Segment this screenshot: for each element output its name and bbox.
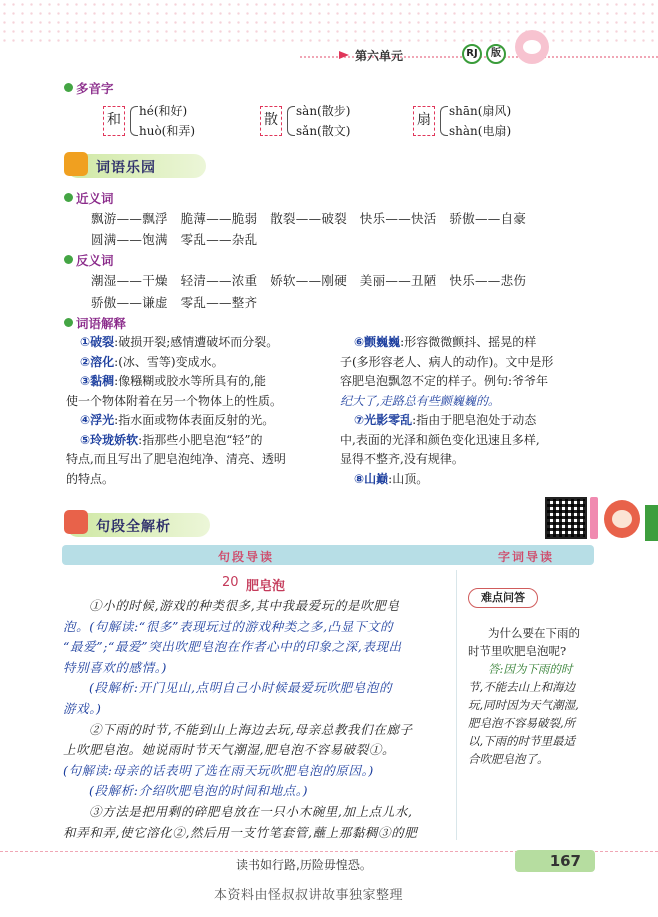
antonyms-heading: 反义词 [64,251,114,269]
explain-line [340,372,598,392]
lesson-line: (句解读:母亲的话表明了选在雨天玩吹肥皂泡的原因。) [63,762,374,778]
explain-text: :指水面或物体表面反射的光。 [114,413,275,427]
explain-text: 的特点。 [66,471,115,486]
explain-text: 容肥皂泡飘忽不定的样子。例句:爷爷年 [340,374,549,388]
explain-term: ③黏稠 [80,374,115,388]
explain-line [340,353,598,373]
explain-text: :破损开裂;感情遭破坏而分裂。 [114,335,279,349]
polyphone-char-1: 和 [103,106,125,136]
lesson-line: ②下雨的时节,不能到山上海边去玩,母亲总教我们在廊子 [89,721,413,737]
qr-code[interactable] [545,497,587,539]
side-line: 节,不能去山上和海边 [468,680,576,694]
lesson-line: 游戏。) [63,701,102,716]
explain-left-column [66,333,334,489]
lesson-line: 上吹肥皂泡。她说雨时节天气潮湿,肥皂泡不容易破裂①。 [63,742,396,758]
brace [440,106,448,136]
lesson-line: 和弄和弄,使它溶化②,然后用一支竹笔套管,蘸上那黏稠③的肥 [63,824,418,840]
page-number: 167 [515,850,595,872]
reading: sǎn(散文) [296,124,351,138]
side-line: 合吹肥皂泡了。 [468,752,549,766]
mascot-icon [604,500,640,538]
explain-term: ⑧山巅 [354,471,389,486]
reading: shàn(电扇) [449,124,512,138]
analysis-banner-title: 句段全解析 [96,519,171,535]
header-pattern [0,0,658,44]
side-line: 时节里吹肥皂泡呢? [468,644,567,658]
explain-line [340,470,598,490]
explain-text: :山顶。 [388,471,429,486]
side-line: 答:因为下雨的时 [488,662,573,676]
explain-line [66,450,334,470]
explain-text: :像糨糊或胶水等所具有的,能 [114,374,267,388]
reading: huò(和弄) [139,124,196,138]
explain-text: :指由于肥皂泡处于动态 [412,413,537,427]
side-tab [645,505,658,541]
vocab-banner-title: 词语乐园 [96,160,156,176]
side-tag: 难点问答 [468,588,538,608]
mascot-icon [515,30,549,64]
polyphone-char-3: 扇 [413,106,435,136]
explain-text: 纪大了,走路总有些颤巍巍的。 [340,393,500,408]
explain-line [340,450,598,470]
lesson-line: (段解析:介绍吹肥皂泡的时间和地点。) [89,783,309,799]
explain-line [66,353,334,373]
explain-term: ④浮光 [80,413,115,427]
reading: hé(和好) [139,104,188,118]
lesson-line: “最爱”;“最爱”突出吹肥皂泡在作者心中的印象之深,表现出 [63,639,402,655]
lesson-number: 20 [222,575,239,590]
lesson-line: ③方法是把用剩的碎肥皂放在一只小木碗里,加上点儿水, [89,804,413,819]
credit-line: 本资料由怪叔叔讲故事独家整理 [214,888,404,903]
motto: 读书如行路,历险毋惶恐。 [236,858,372,872]
explain-text: :(冰、雪等)变成水。 [114,354,224,369]
book-icon [64,152,88,176]
side-line: 为什么要在下雨的 [488,626,580,640]
antonyms-row: 潮湿——干燥 轻清——浓重 娇软——刚硬 美丽——丑陋 快乐——悲伤 [91,273,527,288]
explain-term: ⑥颤巍巍 [354,335,401,349]
explain-term: ⑦光影零乱 [354,413,413,427]
side-line: 以,下雨的时节里最适 [468,734,576,748]
explain-term: ①破裂 [80,335,115,349]
explain-text: 显得不整齐,没有规律。 [340,452,464,466]
lesson-line: 特别喜欢的感情。) [63,659,168,675]
edition-badge: RJ [462,44,482,64]
polyphone-heading: 多音字 [64,79,114,97]
unit-label: 第六单元 [355,49,404,63]
polyphone-char-2: 散 [260,106,282,136]
explain-line [340,392,598,412]
explain-line [340,431,598,451]
edition-badge-2: 版 [486,44,506,64]
explain-text: :形容微微颤抖、摇晃的样 [400,335,537,349]
explain-text: 使一个物体附着在另一个物体上的性质。 [66,393,283,408]
synonyms-row: 飘游——飘浮 脆薄——脆弱 散裂——破裂 快乐——快活 骄傲——自豪 [91,211,527,226]
explain-term: ⑤玲珑娇软 [80,432,139,447]
explain-line [66,431,334,451]
synonyms-heading: 近义词 [64,189,114,207]
reading: sàn(散步) [296,104,351,118]
strip-right-label: 字词导读 [498,550,555,564]
lesson-line: 泡。(句解读:“很多”表现玩过的游戏种类之多,凸显下文的 [63,618,394,634]
explain-text: :指那些小肥皂泡“轻”的 [138,432,263,447]
lesson-line: ①小的时候,游戏的种类很多,其中我最爱玩的是吹肥皂 [89,598,400,613]
strip-left-label: 句段导读 [218,550,275,564]
antonyms-row: 骄傲——谦虚 零乱——整齐 [91,295,258,310]
qr-tab [590,497,598,539]
explain-line [66,333,334,353]
brace [287,106,295,136]
explain-line [66,392,334,412]
lesson-line: (段解析:开门见山,点明自己小时候最爱玩吹肥皂泡的 [89,680,393,696]
explain-line [66,470,334,490]
explain-line [340,411,598,431]
explain-line [340,333,598,353]
lesson-title: 肥皂泡 [246,579,286,594]
brace [130,106,138,136]
explain-text: 中,表面的光泽和颜色变化迅速且多样, [340,432,540,447]
explain-right-column [340,333,598,489]
explain-heading: 词语解释 [64,314,126,332]
explain-text: 子(多形容老人、病人的动作)。文中是形 [340,354,554,369]
side-line: 肥皂泡不容易破裂,所 [468,716,576,730]
explain-text: 特点,而且写出了肥皂泡纯净、清亮、透明 [66,452,286,466]
explain-term: ②溶化 [80,354,115,369]
reading-icon [64,510,88,534]
synonyms-row: 圆满——饱满 零乱——杂乱 [91,232,258,247]
side-line: 玩,同时因为天气潮湿, [468,698,579,712]
explain-line [66,372,334,392]
reading: shān(扇风) [449,104,512,118]
explain-line [66,411,334,431]
